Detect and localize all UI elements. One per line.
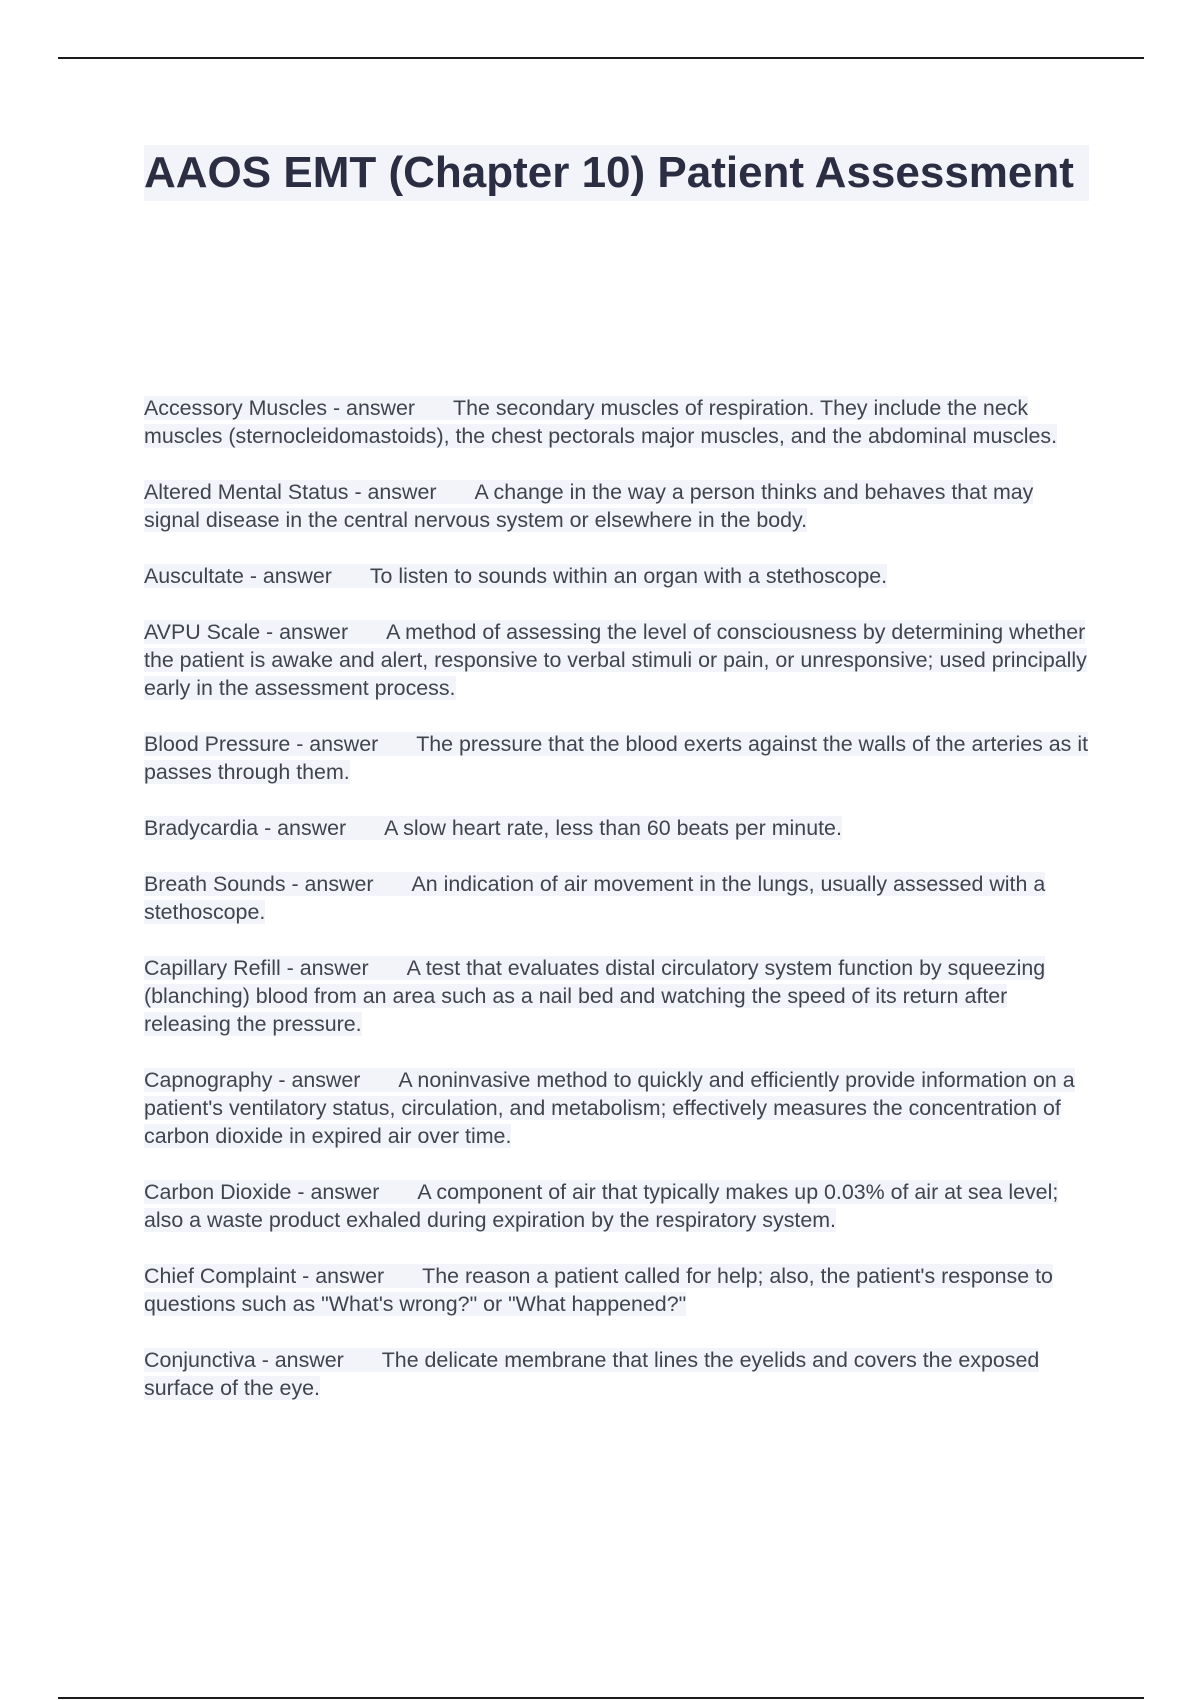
title-block bbox=[144, 145, 1089, 201]
entry-term: Capillary Refill - answer bbox=[144, 956, 369, 980]
entry-term: Accessory Muscles - answer bbox=[144, 396, 416, 420]
entry-term: Capnography - answer bbox=[144, 1068, 361, 1092]
entry-definition: The delicate membrane that lines the eyelids and covers the exposed surface of the eye. bbox=[144, 1348, 1040, 1400]
flashcard-entry bbox=[144, 730, 1089, 786]
entry-definition: A method of assessing the level of consciousness by determining whether the patient is awake and alert, responsive to verbal stimuli or pain, or unresponsive; used principally early in the assessment process. bbox=[144, 620, 1087, 700]
entry-term: Breath Sounds - answer bbox=[144, 872, 374, 896]
flashcard-entry bbox=[144, 1262, 1089, 1318]
entry-definition: The secondary muscles of respiration. They include the neck muscles (sternocleidomastoids), the chest pectorals major muscles, and the abdominal muscles. bbox=[144, 396, 1058, 448]
entry-definition: The pressure that the blood exerts against the walls of the arteries as it passes through them. bbox=[144, 732, 1089, 784]
entry-term: Carbon Dioxide - answer bbox=[144, 1180, 380, 1204]
entry-definition: A change in the way a person thinks and behaves that may signal disease in the central nervous system or elsewhere in the body. bbox=[144, 480, 1034, 532]
flashcard-entry bbox=[144, 618, 1089, 702]
entry-term: Bradycardia - answer bbox=[144, 816, 347, 840]
bottom-rule bbox=[58, 1697, 1144, 1699]
flashcard-entry bbox=[144, 1066, 1089, 1150]
entry-term: Chief Complaint - answer bbox=[144, 1264, 385, 1288]
flashcard-entry bbox=[144, 954, 1089, 1038]
entry-definition: An indication of air movement in the lungs, usually assessed with a stethoscope. bbox=[144, 872, 1046, 924]
flashcard-entry bbox=[144, 870, 1089, 926]
entry-definition: The reason a patient called for help; also, the patient's response to questions such as "What's wrong?" or "What happened?" bbox=[144, 1264, 1053, 1316]
flashcard-entry bbox=[144, 814, 1089, 842]
flashcard-entry bbox=[144, 562, 1089, 590]
flashcard-entry bbox=[144, 478, 1089, 534]
entry-definition: A test that evaluates distal circulatory system function by squeezing (blanching) blood from an area such as a nail bed and watching the speed of its return after releasing the pressure. bbox=[144, 956, 1046, 1036]
entry-term: AVPU Scale - answer bbox=[144, 620, 349, 644]
document-title: AAOS EMT (Chapter 10) Patient Assessment bbox=[144, 148, 1074, 197]
entry-term: Blood Pressure - answer bbox=[144, 732, 379, 756]
entry-term: Conjunctiva - answer bbox=[144, 1348, 344, 1372]
flashcard-entry bbox=[144, 394, 1089, 450]
flashcard-entry bbox=[144, 1346, 1089, 1402]
entry-term: Auscultate - answer bbox=[144, 564, 332, 588]
entry-definition: A noninvasive method to quickly and efficiently provide information on a patient's ventilatory status, circulation, and metabolism; effectively measures the concentration of carbon dioxide in expired air over time. bbox=[144, 1068, 1075, 1148]
flashcard-entry bbox=[144, 1178, 1089, 1234]
top-rule bbox=[58, 57, 1144, 59]
flashcard-list bbox=[144, 394, 1089, 1430]
entry-definition: A slow heart rate, less than 60 beats per minute. bbox=[384, 816, 842, 840]
entry-definition: To listen to sounds within an organ with a stethoscope. bbox=[369, 564, 888, 588]
entry-term: Altered Mental Status - answer bbox=[144, 480, 437, 504]
entry-definition: A component of air that typically makes up 0.03% of air at sea level; also a waste product exhaled during expiration by the respiratory system. bbox=[144, 1180, 1059, 1232]
